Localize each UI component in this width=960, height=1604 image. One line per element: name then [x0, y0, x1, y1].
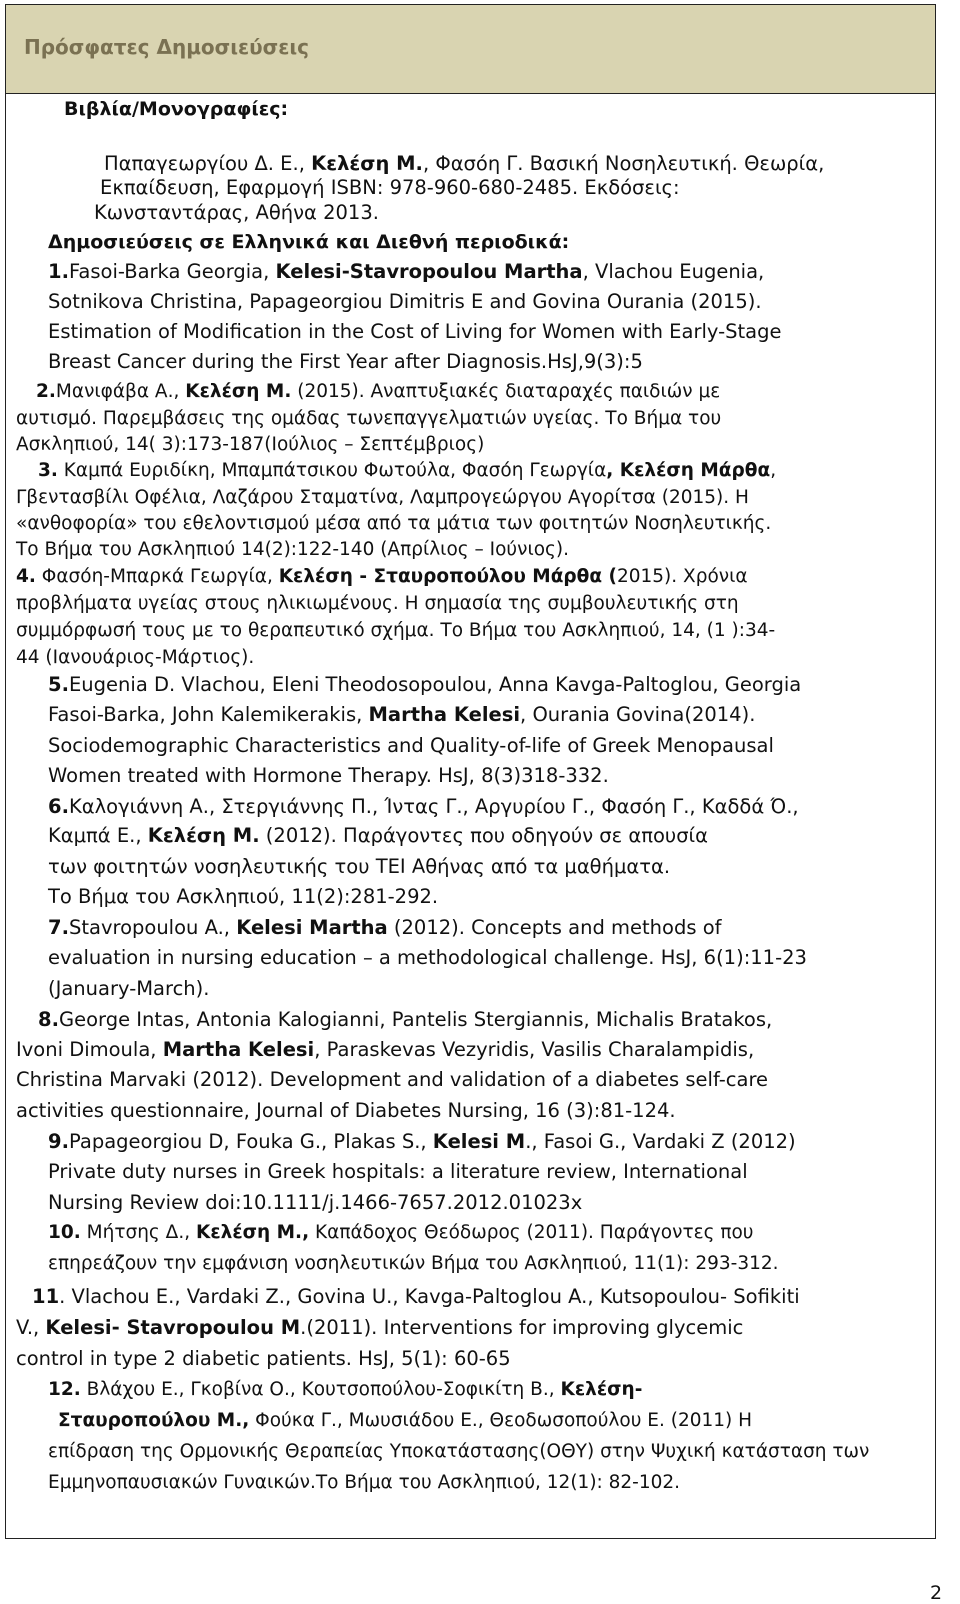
- journals-heading: Δημοσιεύσεις σε Ελληνικά και Διεθνή περιοδικά:: [48, 231, 570, 253]
- pub-7-line-3: (January-March).: [48, 977, 210, 1000]
- pub-8-line-2: Ivoni Dimoula, Martha Kelesi, Paraskevas Vezyridis, Vasilis Charalampidis,: [16, 1038, 755, 1061]
- pub-9-line-3: Nursing Review doi:10.1111/j.1466-7657.2012.01023x: [48, 1191, 583, 1214]
- pub-6-line-2: Καμπά Ε., Κελέση Μ. (2012). Παράγοντες που οδηγούν σε απουσία: [48, 824, 709, 847]
- pub-3-line-3: «ανθοφορία» του εθελοντισμού μέσα από τα μάτια των φοιτητών Νοσηλευτικής.: [16, 513, 772, 534]
- pub-6-line-3: των φοιτητών νοσηλευτικής του ΤΕΙ Αθήνας από τα μαθήματα.: [48, 855, 671, 878]
- pub-5-line-1: 5.Eugenia D. Vlachou, Eleni Theodosopoulou, Anna Kavga-Paltoglou, Georgia: [48, 673, 802, 696]
- books-heading: Βιβλία/Μονογραφίες:: [64, 98, 289, 120]
- pub-8-line-1: 8.George Intas, Antonia Kalogianni, Pantelis Stergiannis, Michalis Bratakos,: [38, 1008, 773, 1031]
- pub-8-line-4: activities questionnaire, Journal of Diabetes Nursing, 16 (3):81-124.: [16, 1099, 676, 1122]
- pub-4-line-1: 4. Φασόη-Μπαρκά Γεωργία, Κελέση - Σταυροπούλου Μάρθα (2015). Χρόνια: [16, 566, 748, 587]
- pub-8-line-3: Christina Marvaki (2012). Development and validation of a diabetes self-care: [16, 1068, 769, 1091]
- pub-9-line-1: 9.Papageorgiou D, Fouka G., Plakas S., Kelesi M., Fasoi G., Vardaki Z (2012): [48, 1130, 796, 1153]
- book-line-3: Κωνσταντάρας, Αθήνα 2013.: [94, 201, 379, 224]
- pub-5-line-3: Sociodemographic Characteristics and Quality-of-life of Greek Menopausal: [48, 734, 774, 757]
- pub-11-line-2: V., Kelesi- Stavropoulou M.(2011). Interventions for improving glycemic: [16, 1316, 744, 1339]
- pub-11-line-3: control in type 2 diabetic patients. HsJ, 5(1): 60-65: [16, 1347, 511, 1370]
- book-line-1: Παπαγεωργίου Δ. Ε., Κελέση Μ., Φασόη Γ. Βασική Νοσηλευτική. Θεωρία,: [104, 152, 825, 175]
- pub-2-line-1: 2.Μανιφάβα Α., Κελέση Μ. (2015). Αναπτυξιακές διαταραχές παιδιών με: [36, 381, 721, 402]
- header-band: [6, 5, 935, 94]
- pub-1-line-2: Sotnikova Christina, Papageorgiou Dimitris E and Govina Ourania (2015).: [48, 290, 762, 313]
- pub-5-line-2: Fasoi-Barka, John Kalemikerakis, Martha Kelesi, Ourania Govina(2014).: [48, 703, 756, 726]
- pub-3-line-2: Γβεντασβίλι Οφέλια, Λαζάρου Σταματίνα, Λαμπρογεώργου Αγορίτσα (2015). Η: [16, 487, 749, 508]
- page-number: 2: [930, 1582, 943, 1604]
- pub-12-line-2: Σταυροπούλου Μ., Φούκα Γ., Μωυσιάδου Ε., Θεοδωσοπούλου Ε. (2011) Η: [58, 1410, 753, 1431]
- book-line-2: Εκπαίδευση, Εφαρμογή ISBN: 978-960-680-2485. Εκδόσεις:: [100, 176, 680, 199]
- pub-5-line-4: Women treated with Hormone Therapy. HsJ, 8(3)318-332.: [48, 764, 609, 787]
- pub-1-line-4: Breast Cancer during the First Year after Diagnosis.HsJ,9(3):5: [48, 350, 643, 373]
- page-title: Πρόσφατες Δημοσιεύσεις: [24, 35, 310, 59]
- pub-1-line-3: Estimation of Modification in the Cost of Living for Women with Early-Stage: [48, 320, 782, 343]
- pub-12-line-3: επίδραση της Ορμονικής Θεραπείας Υποκατάστασης(ΟΘΥ) στην Ψυχική κατάσταση των: [48, 1441, 870, 1462]
- pub-4-line-3: συμμόρφωσή τους με το θεραπευτικό σχήμα. Το Βήμα του Ασκληπιού, 14, (1 ):34-: [16, 620, 776, 641]
- pub-12-line-4: Εμμηνοπαυσιακών Γυναικών.Το Βήμα του Ασκληπιού, 12(1): 82-102.: [48, 1472, 681, 1493]
- pub-12-line-1: 12. Βλάχου Ε., Γκοβίνα Ο., Κουτσοπούλου-Σοφικίτη Β., Κελέση-: [48, 1379, 643, 1400]
- pub-1-line-1: 1.Fasoi-Barka Georgia, Kelesi-Stavropoulou Martha, Vlachou Eugenia,: [48, 260, 765, 283]
- pub-2-line-3: Ασκληπιού, 14( 3):173-187(Ιούλιος – Σεπτέμβριος): [16, 434, 485, 455]
- pub-7-line-2: evaluation in nursing education – a methodological challenge. HsJ, 6(1):11-23: [48, 946, 807, 969]
- pub-4-line-4: 44 (Ιανουάριος-Μάρτιος).: [16, 647, 255, 668]
- pub-2-line-2: αυτισμό. Παρεμβάσεις της ομάδας τωνεπαγγελματιών υγείας. Το Βήμα του: [16, 408, 722, 429]
- pub-4-line-2: προβλήματα υγείας στους ηλικιωμένους. Η σημασία της συμβουλευτικής στη: [16, 593, 739, 614]
- pub-7-line-1: 7.Stavropoulou A., Kelesi Martha (2012). Concepts and methods of: [48, 916, 722, 939]
- pub-10-line-2: επηρεάζουν την εμφάνιση νοσηλευτικών Βήμα του Ασκληπιού, 11(1): 293-312.: [48, 1253, 779, 1274]
- pub-11-line-1: 11. Vlachou E., Vardaki Z., Govina U., Kavga-Paltoglou A., Kutsopoulou- Sofikiti: [32, 1285, 800, 1308]
- pub-9-line-2: Private duty nurses in Greek hospitals: a literature review, International: [48, 1160, 748, 1183]
- pub-3-line-4: Το Βήμα του Ασκληπιού 14(2):122-140 (Απρίλιος – Ιούνιος).: [16, 539, 569, 560]
- pub-3-line-1: 3. Καμπά Ευριδίκη, Μπαμπάτσικου Φωτούλα, Φασόη Γεωργία, Κελέση Μάρθα,: [38, 460, 777, 481]
- pub-10-line-1: 10. Μήτσης Δ., Κελέση Μ., Καπάδοχος Θεόδωρος (2011). Παράγοντες που: [48, 1222, 754, 1243]
- pub-6-line-4: Το Βήμα του Ασκληπιού, 11(2):281-292.: [48, 885, 439, 908]
- pub-6-line-1: 6.Καλογιάννη Α., Στεργιάννης Π., Ίντας Γ., Αργυρίου Γ., Φασόη Γ., Καδδά Ό.,: [48, 795, 799, 818]
